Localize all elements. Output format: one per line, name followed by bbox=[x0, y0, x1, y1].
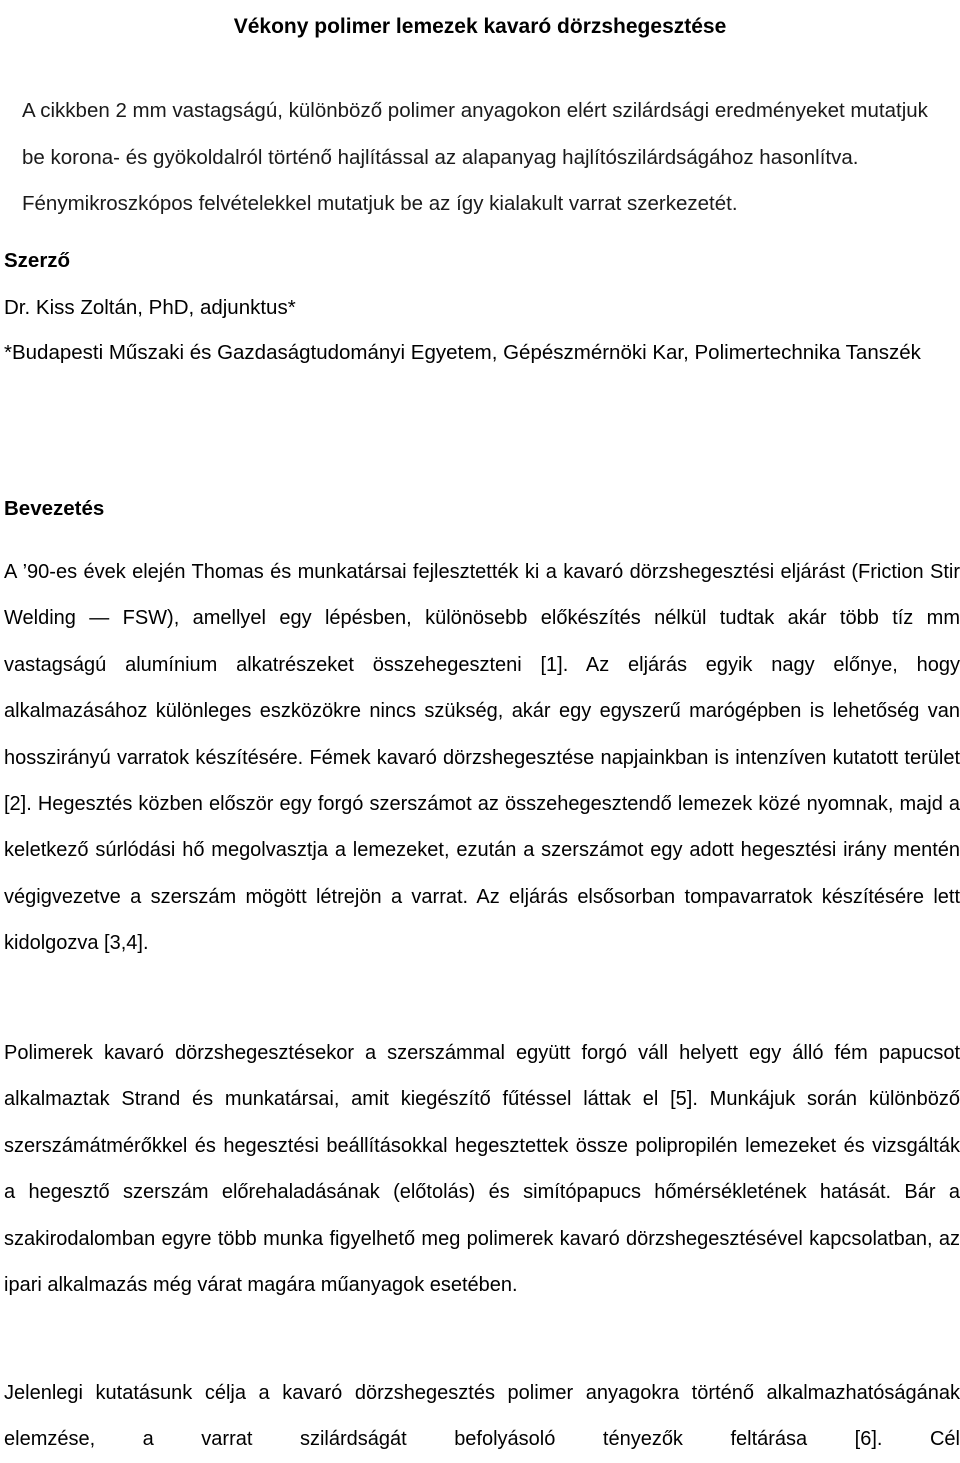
abstract-paragraph: A cikkben 2 mm vastagságú, különböző polimer anyagokon elért szilárdsági eredményeket mutatjuk be korona- és gyökoldalról történő hajlítással az alapanyag hajlítószilárdságához hasonlítva. Fénymikroszkópos felvételekkel mutatjuk be az így kialakult varrat szerkezetét. bbox=[22, 99, 928, 215]
document-title: Vékony polimer lemezek kavaró dörzshegesztése bbox=[233, 15, 727, 39]
introduction-heading: Bevezetés bbox=[4, 497, 105, 520]
intro-paragraph-2: Polimerek kavaró dörzshegesztésekor a szerszámmal együtt forgó váll helyett egy álló fém papucsot alkalmaztak Strand és munkatársai, amit kiegészítő fűtéssel láttak el [5]. Munkájuk során különböző szerszámátmérőkkel és hegesztési beállításokkal hegesztettek össze polipropilén lemezeket és vizsgálták a hegesztő szerszám előrehaladásának (előtolás) és simítópapucs hőmérsékletének hatását. Bár a szakirodalomban egyre több munka figyelhető meg polimerek kavaró dörzshegesztésével kapcsolatban, az ipari alkalmazás még várat magára műanyagok esetében. bbox=[4, 1042, 960, 1297]
intro-paragraph-1: A ’90-es évek elején Thomas és munkatársai fejlesztették ki a kavaró dörzshegesztési eljárást (Friction Stir Welding — FSW), amellyel egy lépésben, különösebb előkészítés nélkül tudtak akár több tíz mm vastagságú alumínium alkatrészeket összehegeszteni [1]. Az eljárás egyik nagy előnye, hogy alkalmazásához különleges eszközökre nincs szükség, akár egy egyszerű marógépben is lehetőség van hosszirányú varratok készítésére. Fémek kavaró dörzshegesztése napjainkban is intenzíven kutatott terület [2]. Hegesztés közben először egy forgó szerszámot az összehegesztendő lemezek közé nyomnak, majd a keletkező súrlódási hő megolvasztja a lemezeket, ezután a szerszámot egy adott hegesztési irány mentén végigvezetve a szerszám mögött létrejön a varrat. Az eljárás elsősorban tompavarratok készítésére lett kidolgozva [3,4]. bbox=[4, 561, 960, 955]
author-heading: Szerző bbox=[4, 249, 71, 272]
author-name: Dr. Kiss Zoltán, PhD, adjunktus* bbox=[4, 296, 296, 319]
intro-paragraph-3: Jelenlegi kutatásunk célja a kavaró dörzshegesztés polimer anyagokra történő alkalmazhatóságának elemzése, a varrat szilárdságát befolyásoló tényezők feltárása [6]. Cél bbox=[4, 1382, 960, 1451]
author-affiliation: *Budapesti Műszaki és Gazdaságtudományi Egyetem, Gépészmérnöki Kar, Polimertechnika Tanszék bbox=[4, 341, 921, 364]
